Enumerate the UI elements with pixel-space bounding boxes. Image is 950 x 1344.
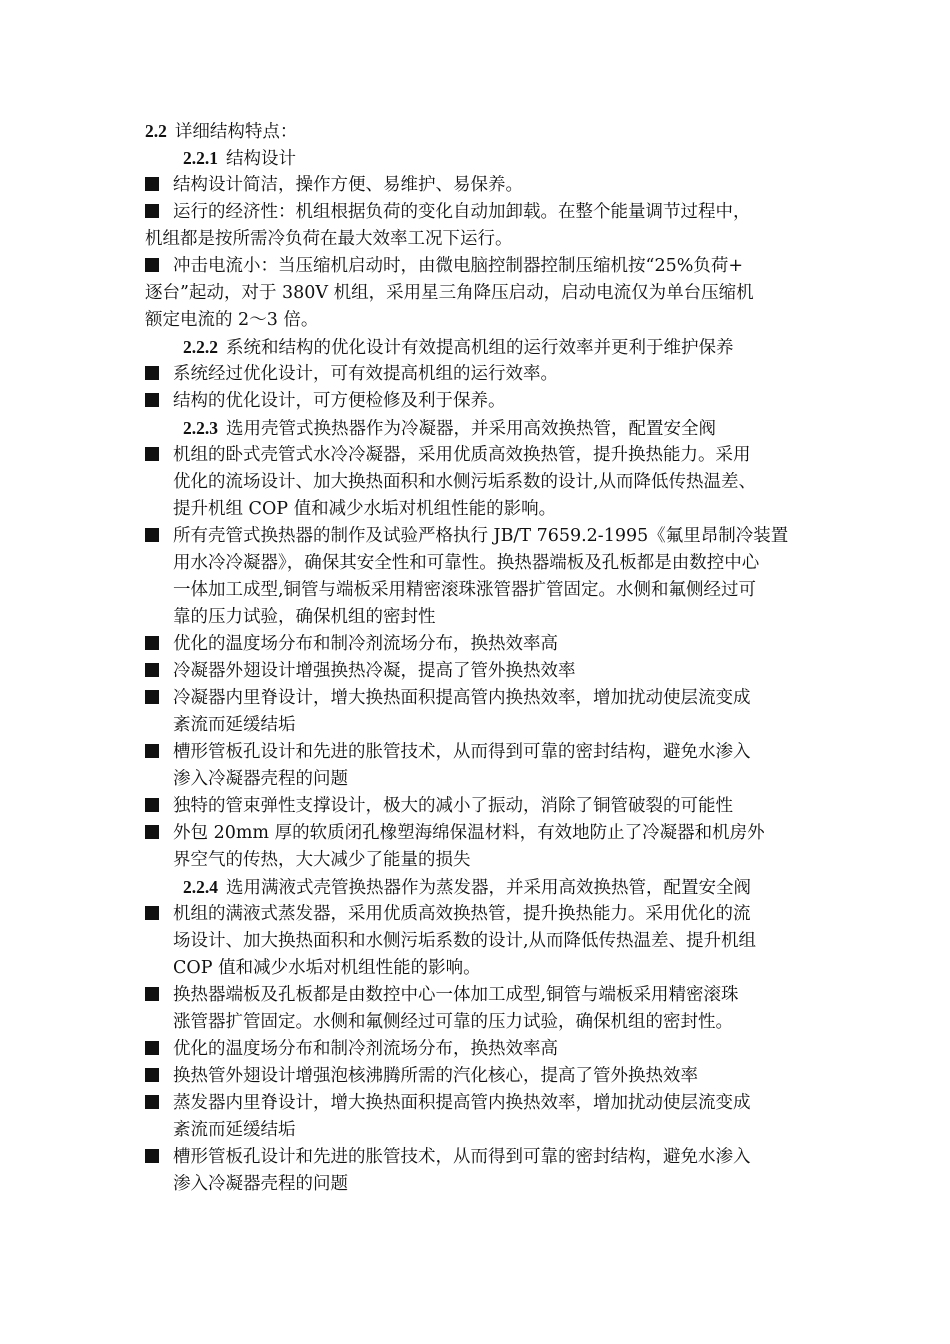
square-bullet-icon xyxy=(145,739,173,766)
bullet-text: 所有壳管式换热器的制作及试验严格执行 JB/T 7659.2-1995《氟里昂制冷装置 xyxy=(173,526,789,546)
square-bullet-icon xyxy=(145,172,173,199)
section-heading-2-2 xyxy=(145,118,815,145)
bullet-item xyxy=(145,1144,815,1198)
bullet-item xyxy=(145,172,815,199)
bullet-text-continued: 界空气的传热，大大减少了能量的损失 xyxy=(173,850,471,870)
square-bullet-icon xyxy=(145,631,173,658)
subsection-title: 结构设计 xyxy=(226,149,296,169)
bullet-item xyxy=(145,442,815,523)
bullet-item xyxy=(145,658,815,685)
square-bullet-icon xyxy=(145,1090,173,1117)
bullet-text: 结构设计简洁，操作方便、易维护、易保养。 xyxy=(173,175,523,195)
subsection-title: 系统和结构的优化设计有效提高机组的运行效率并更利于维护保养 xyxy=(226,338,734,358)
bullet-item xyxy=(145,199,815,253)
bullet-text-continued: 渗入冷凝器壳程的问题 xyxy=(173,1174,348,1194)
subsection-heading-2-2-4 xyxy=(145,874,815,901)
bullet-text-continued: 渗入冷凝器壳程的问题 xyxy=(173,769,348,789)
section-title: 详细结构特点： xyxy=(174,122,298,142)
subsection-number: 2.2.3 xyxy=(183,418,218,438)
square-bullet-icon xyxy=(145,361,173,388)
subsection-heading-2-2-3 xyxy=(145,415,815,442)
bullet-text-continued: 优化的流场设计、加大换热面积和水侧污垢系数的设计,从而降低传热温差、 xyxy=(173,472,757,492)
square-bullet-icon xyxy=(145,658,173,685)
square-bullet-icon xyxy=(145,1144,173,1171)
bullet-text: 结构的优化设计，可方便检修及利于保养。 xyxy=(173,391,506,411)
square-bullet-icon xyxy=(145,685,173,712)
subsection-number: 2.2.2 xyxy=(183,337,218,357)
bullet-text-continued: 用水冷冷凝器》，确保其安全性和可靠性。换热器端板及孔板都是由数控中心 xyxy=(173,553,760,573)
bullet-item xyxy=(145,739,815,793)
bullet-text: 优化的温度场分布和制冷剂流场分布，换热效率高 xyxy=(173,1039,558,1059)
subsection-heading-2-2-1 xyxy=(145,145,815,172)
bullet-item xyxy=(145,820,815,874)
bullet-text-continued: 涨管器扩管固定。水侧和氟侧经过可靠的压力试验，确保机组的密封性。 xyxy=(173,1012,733,1032)
square-bullet-icon xyxy=(145,253,173,280)
bullet-text: 外包 20mm 厚的软质闭孔橡塑海绵保温材料，有效地防止了冷凝器和机房外 xyxy=(173,823,765,843)
subsection-number: 2.2.1 xyxy=(183,148,218,168)
bullet-text: 冷凝器外翅设计增强换热冷凝，提高了管外换热效率 xyxy=(173,661,576,681)
bullet-text: 机组的卧式壳管式水冷冷凝器，采用优质高效换热管，提升换热能力。采用 xyxy=(173,445,751,465)
square-bullet-icon xyxy=(145,388,173,415)
bullet-item xyxy=(145,901,815,982)
square-bullet-icon xyxy=(145,901,173,928)
bullet-item xyxy=(145,793,815,820)
bullet-text-continued: 一体加工成型,铜管与端板采用精密滚珠涨管器扩管固定。水侧和氟侧经过可 xyxy=(173,580,757,600)
square-bullet-icon xyxy=(145,1036,173,1063)
document-page xyxy=(145,118,815,1198)
bullet-text-continued: 提升机组 COP 值和减少水垢对机组性能的影响。 xyxy=(173,499,557,519)
subsection-heading-2-2-2 xyxy=(145,334,815,361)
square-bullet-icon xyxy=(145,982,173,1009)
bullet-item xyxy=(145,523,815,631)
bullet-item xyxy=(145,361,815,388)
bullet-item xyxy=(145,1036,815,1063)
bullet-text-continued: 额定电流的 2～3 倍。 xyxy=(145,310,319,330)
bullet-text: 换热管外翅设计增强泡核沸腾所需的汽化核心，提高了管外换热效率 xyxy=(173,1066,698,1086)
bullet-item xyxy=(145,982,815,1036)
bullet-item xyxy=(145,253,815,334)
bullet-item xyxy=(145,1063,815,1090)
bullet-text: 槽形管板孔设计和先进的胀管技术，从而得到可靠的密封结构，避免水渗入 xyxy=(173,1147,751,1167)
subsection-title: 选用满液式壳管换热器作为蒸发器，并采用高效换热管，配置安全阀 xyxy=(226,878,751,898)
bullet-text: 冲击电流小：当压缩机启动时，由微电脑控制器控制压缩机按“25%负荷+ xyxy=(173,256,744,276)
square-bullet-icon xyxy=(145,1063,173,1090)
section-number: 2.2 xyxy=(145,121,167,141)
square-bullet-icon xyxy=(145,820,173,847)
square-bullet-icon xyxy=(145,793,173,820)
bullet-item xyxy=(145,388,815,415)
subsection-title: 选用壳管式换热器作为冷凝器，并采用高效换热管，配置安全阀 xyxy=(226,419,716,439)
bullet-item xyxy=(145,685,815,739)
subsection-number: 2.2.4 xyxy=(183,877,218,897)
bullet-text: 槽形管板孔设计和先进的胀管技术，从而得到可靠的密封结构，避免水渗入 xyxy=(173,742,751,762)
bullet-text: 冷凝器内里脊设计，增大换热面积提高管内换热效率，增加扰动使层流变成 xyxy=(173,688,751,708)
bullet-text: 机组的满液式蒸发器，采用优质高效换热管，提升换热能力。采用优化的流 xyxy=(173,904,751,924)
square-bullet-icon xyxy=(145,199,173,226)
bullet-text: 蒸发器内里脊设计，增大换热面积提高管内换热效率，增加扰动使层流变成 xyxy=(173,1093,751,1113)
bullet-text: 运行的经济性：机组根据负荷的变化自动加卸载。在整个能量调节过程中， xyxy=(173,202,751,222)
bullet-text-continued: 逐台”起动，对于 380V 机组，采用星三角降压启动，启动电流仅为单台压缩机 xyxy=(145,283,754,303)
square-bullet-icon xyxy=(145,442,173,469)
bullet-text: 独特的管束弹性支撑设计，极大的减小了振动，消除了铜管破裂的可能性 xyxy=(173,796,733,816)
square-bullet-icon xyxy=(145,523,173,550)
bullet-text-continued: 机组都是按所需冷负荷在最大效率工况下运行。 xyxy=(145,229,513,249)
bullet-text-continued: 场设计、加大换热面积和水侧污垢系数的设计,从而降低传热温差、提升机组 xyxy=(173,931,757,951)
bullet-text-continued: 靠的压力试验，确保机组的密封性 xyxy=(173,607,436,627)
bullet-text-continued: COP 值和减少水垢对机组性能的影响。 xyxy=(173,958,481,978)
bullet-text: 系统经过优化设计，可有效提高机组的运行效率。 xyxy=(173,364,558,384)
bullet-text-continued: 紊流而延缓结垢 xyxy=(173,1120,296,1140)
bullet-text: 优化的温度场分布和制冷剂流场分布，换热效率高 xyxy=(173,634,558,654)
bullet-text: 换热器端板及孔板都是由数控中心一体加工成型,铜管与端板采用精密滚珠 xyxy=(173,985,739,1005)
bullet-text-continued: 紊流而延缓结垢 xyxy=(173,715,296,735)
bullet-item xyxy=(145,631,815,658)
bullet-item xyxy=(145,1090,815,1144)
